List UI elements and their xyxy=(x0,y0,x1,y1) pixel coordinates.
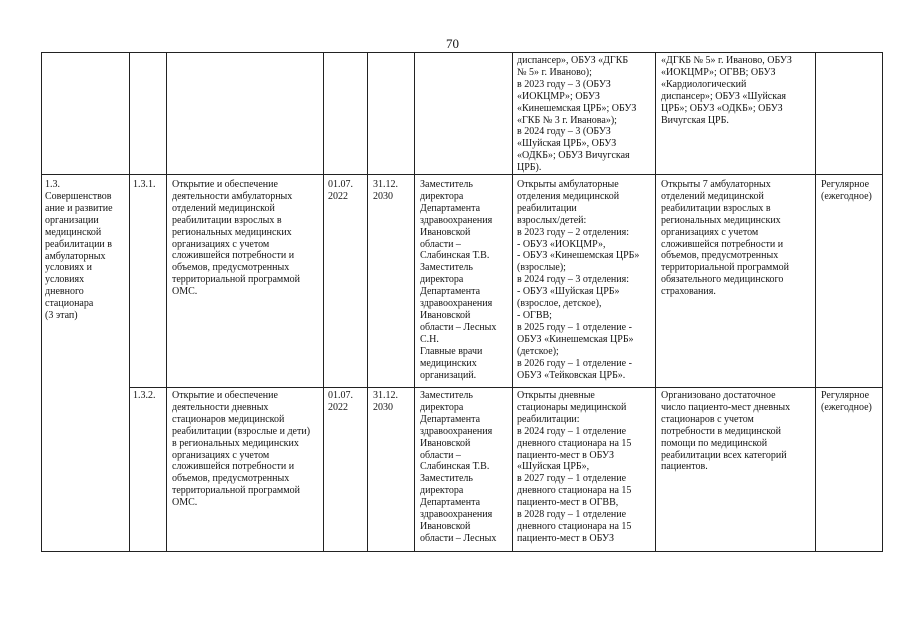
row-1-end-date: 31.12. 2030 xyxy=(373,179,398,202)
row-1-code: 1.3.1. xyxy=(133,179,156,190)
section-title: Совершенствов ание и развитие организации медицинской реабилитации в амбулаторных условиях и условиях дневного стационара (3 этап) xyxy=(45,191,113,322)
top-row-indicators: диспансер», ОБУЗ «ДГКБ № 5» г. Иваново); в 2023 году – 3 (ОБУЗ «ИОКЦМР»; ОБУЗ «Кинешемская ЦРБ»; ОБУЗ «ГКБ № 3 г. Иванова»); в 2024 году – 3 (ОБУЗ «Шуйская ЦРБ», ОБУЗ «ОДКБ»; ОБУЗ Вичугская ЦРБ). xyxy=(517,55,637,174)
col-border-0 xyxy=(41,52,42,552)
table-top-border xyxy=(41,52,883,53)
row-2-indicators: Открыты дневные стационары медицинской реабилитации: в 2024 году – 1 отделение дневного стационара на 15 пациенто-мест в ОБУЗ «Шуйская ЦРБ», в 2027 году – 1 отделение дневного стационара на 15 пациенто-мест в ОГВВ, в 2028 году – 1 отделение дневного стационара на 15 пациенто-мест в ОБУЗ xyxy=(517,390,632,544)
col-border-4 xyxy=(367,52,368,552)
col-border-7 xyxy=(655,52,656,552)
col-border-2 xyxy=(166,52,167,552)
row-1-responsible: Заместитель директора Департамента здравоохранения Ивановской области – Слабинская Т.В. Заместитель директора Департамента здравоохранения Ивановской области – Лесных С.Н. Главные врачи медицинских организаций. xyxy=(420,179,497,381)
col-border-9 xyxy=(882,52,883,552)
row-divider-top xyxy=(41,174,883,175)
row-divider-middle xyxy=(129,387,883,388)
row-1-type: Регулярное (ежегодное) xyxy=(821,179,872,202)
row-1-start-date: 01.07. 2022 xyxy=(328,179,353,202)
row-2-start-date: 01.07. 2022 xyxy=(328,390,353,413)
top-row-result: «ДГКБ № 5» г. Иваново, ОБУЗ «ИОКЦМР»; ОГВВ; ОБУЗ «Кардиологический диспансер»; ОБУЗ «Шуйская ЦРБ»; ОБУЗ «ОДКБ»; ОБУЗ Вичугская ЦРБ. xyxy=(661,55,792,126)
row-1-result: Открыты 7 амбулаторных отделений медицинской реабилитации взрослых в региональных медицинских организациях с учетом сложившейся потребности и объемов, предусмотренных территориальной программой обязательного медицинского страхования. xyxy=(661,179,789,298)
section-code: 1.3. xyxy=(45,179,60,190)
row-2-result: Организовано достаточное число пациенто-мест дневных стационаров с учетом потребности в медицинской помощи по медицинской реабилитации всех категорий пациентов. xyxy=(661,390,791,473)
row-1-indicators: Открыты амбулаторные отделения медицинской реабилитации взрослых/детей: в 2023 году – 2 отделения: - ОБУЗ «ИОКЦМР», - ОБУЗ «Кинешемская ЦРБ» (взрослые); в 2024 году – 3 отделения: - ОБУЗ «Шуйская ЦРБ» (взрослое, детское), - ОГВВ; в 2025 году – 1 отделение - ОБУЗ «Кинешемская ЦРБ» (детское); в 2026 году – 1 отделение - ОБУЗ «Тейковская ЦРБ». xyxy=(517,179,640,381)
row-2-activity: Открытие и обеспечение деятельности дневных стационаров медицинской реабилитации (взрослые и дети) в региональных медицинских организациях с учетом сложившейся потребности и объемов, предусмотренных территориальной программой ОМС. xyxy=(172,390,311,509)
row-2-type: Регулярное (ежегодное) xyxy=(821,390,872,413)
row-2-responsible: Заместитель директора Департамента здравоохранения Ивановской области – Слабинская Т.В. Заместитель директора Департамента здравоохранения Ивановской области – Лесных xyxy=(420,390,497,544)
page-number: 70 xyxy=(446,36,459,51)
row-1-activity: Открытие и обеспечение деятельности амбулаторных отделений медицинской реабилитации взрослых в региональных медицинских организациях с учетом сложившейся потребности и объемов, предусмотренных территориальной программой ОМС. xyxy=(172,179,300,298)
row-2-end-date: 31.12. 2030 xyxy=(373,390,398,413)
col-border-5 xyxy=(414,52,415,552)
table-bottom-border xyxy=(41,551,883,552)
col-border-8 xyxy=(815,52,816,552)
row-2-code: 1.3.2. xyxy=(133,390,156,401)
